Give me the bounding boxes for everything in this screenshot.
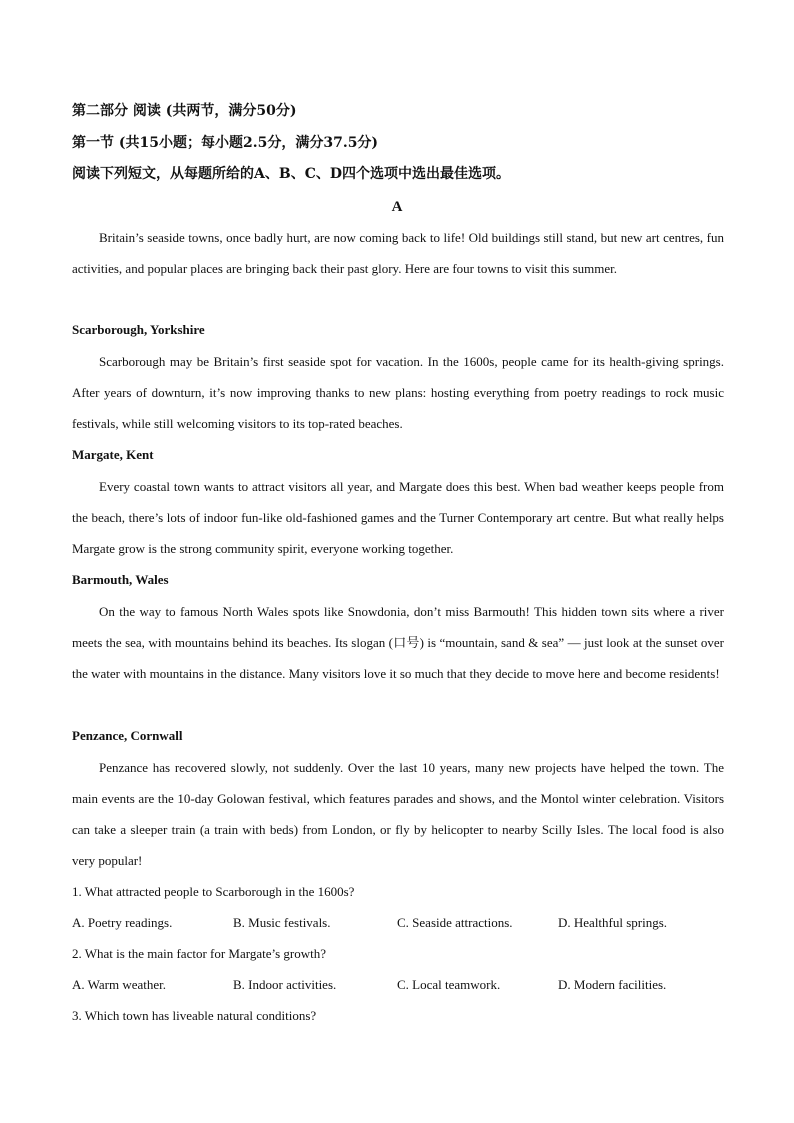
town-heading-margate: Margate, Kent bbox=[72, 447, 154, 462]
town-text-penzance: Penzance has recovered slowly, not suddenly. Over the last 10 years, many new projects have helped the town. The main events are the 10-day Golowan festival, which features parades and shows, and the Montol winter celebration. Visitors can take a sleeper train (a train with beds) from London, or fly by helicopter to nearby Scilly Isles. The local food is also very popular! bbox=[72, 760, 724, 868]
town-text-margate: Every coastal town wants to attract visitors all year, and Margate does this best. When bad weather keeps people from the beach, there’s lots of indoor fun-like old-fashioned games and the Turner Contemporary art centre. But what really helps Margate grow is the strong community spirit, everyone working together. bbox=[72, 479, 724, 556]
question-1-option-d: D. Healthful springs. bbox=[558, 915, 668, 930]
question-1-option-c: C. Seaside attractions. bbox=[397, 915, 513, 930]
question-1-option-b: B. Music festivals. bbox=[233, 915, 331, 930]
section-heading: 第一节 (共15小题；每小题2.5分，满分37.5分) bbox=[72, 135, 379, 151]
question-2-option-b: B. Indoor activities. bbox=[233, 977, 337, 992]
passage-intro: Britain’s seaside towns, once badly hurt, are now coming back to life! Old buildings still stand, but new art centres, fun activities, and popular places are bringing back their past glory. Here are four towns to visit this summer. bbox=[72, 230, 724, 276]
instruction-text: 阅读下列短文，从每题所给的A、B、C、D四个选项中选出最佳选项。 bbox=[72, 166, 510, 182]
question-1-stem: 1. What attracted people to Scarborough in the 1600s? bbox=[72, 884, 355, 899]
passage-label: A bbox=[391, 199, 403, 215]
question-1-options bbox=[72, 913, 732, 933]
question-1-option-a: A. Poetry readings. bbox=[72, 915, 173, 930]
question-2-option-a: A. Warm weather. bbox=[72, 977, 167, 992]
question-3-stem: 3. Which town has liveable natural conditions? bbox=[72, 1008, 317, 1023]
town-heading-scarborough: Scarborough, Yorkshire bbox=[72, 322, 205, 337]
question-2-options bbox=[72, 975, 732, 995]
question-2-stem: 2. What is the main factor for Margate’s growth? bbox=[72, 946, 327, 961]
question-2-option-c: C. Local teamwork. bbox=[397, 977, 501, 992]
part-heading: 第二部分 阅读 (共两节，满分50分) bbox=[72, 103, 297, 119]
question-2-option-d: D. Modern facilities. bbox=[558, 977, 667, 992]
town-text-barmouth: On the way to famous North Wales spots like Snowdonia, don’t miss Barmouth! This hidden town sits where a river meets the sea, with mountains behind its beaches. Its slogan (口号) is “mountain, sand & sea” — just look at the sunset over the water with mountains in the distance. Many visitors love it so much that they decide to move here and become residents! bbox=[72, 604, 724, 681]
town-heading-barmouth: Barmouth, Wales bbox=[72, 572, 169, 587]
town-text-scarborough: Scarborough may be Britain’s first seaside spot for vacation. In the 1600s, people came for its health-giving springs. After years of downturn, it’s now improving thanks to new plans: hosting everything from poetry readings to rock music festivals, while still welcoming visitors to its top-rated beaches. bbox=[72, 354, 724, 431]
town-heading-penzance: Penzance, Cornwall bbox=[72, 728, 183, 743]
